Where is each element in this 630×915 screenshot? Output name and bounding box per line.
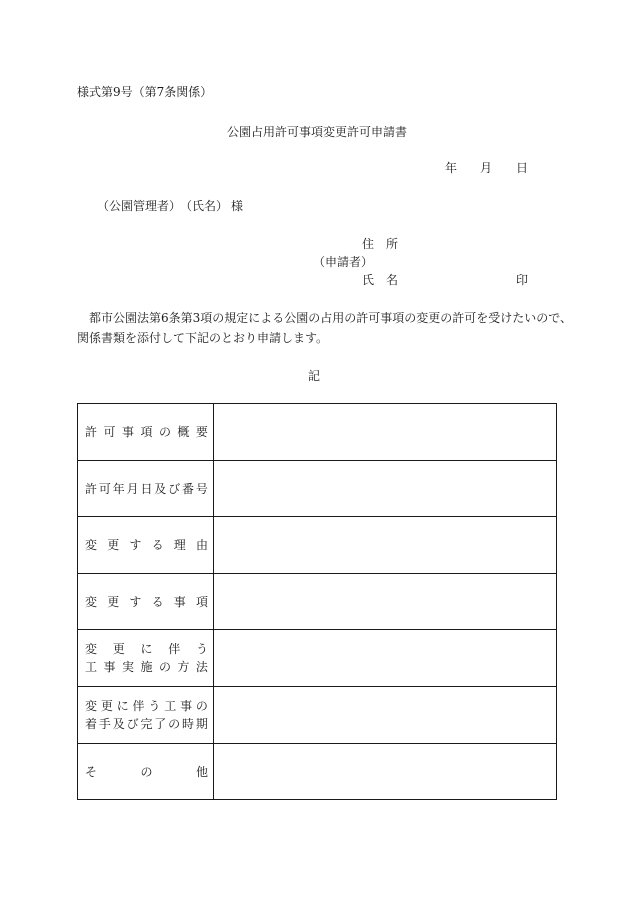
label-char: 工 <box>164 699 177 713</box>
label-char: 日 <box>140 481 153 496</box>
label-line <box>85 715 213 733</box>
label-char: び <box>126 717 139 731</box>
label-char: 由 <box>195 538 208 552</box>
label-char: 概 <box>177 425 190 439</box>
label-char: 伴 <box>168 642 181 656</box>
label-char: 項 <box>140 425 153 439</box>
label-char: 期 <box>195 717 208 731</box>
label-char: 月 <box>126 481 139 496</box>
row-value[interactable] <box>214 687 557 744</box>
label-char: 理 <box>173 538 186 552</box>
body-line-2: 関係書類を添付して下記のとおり申請します。 <box>77 331 329 345</box>
table-row <box>78 687 557 744</box>
label-char: 施 <box>140 660 153 674</box>
label-char: の <box>140 764 153 779</box>
label-char: 更 <box>112 642 125 656</box>
body-line-1: 都市公園法第6条第3項の規定による公園の占用の許可事項の変更の許可を受けたいので、 <box>89 311 573 325</box>
row-value[interactable] <box>214 574 557 630</box>
label-char: 事 <box>180 699 193 713</box>
row-label <box>78 630 214 687</box>
label-char: 伴 <box>132 699 145 713</box>
label-char: 更 <box>107 594 120 609</box>
date-month-label: 月 <box>480 161 493 175</box>
row-value[interactable] <box>214 404 557 461</box>
table-row <box>78 574 557 630</box>
label-char: び <box>168 481 181 496</box>
date-day-label: 日 <box>516 161 529 175</box>
label-char: 手 <box>98 717 111 731</box>
label-char: の <box>158 660 171 674</box>
label-char: 許 <box>85 425 98 439</box>
label-char: 工 <box>85 660 98 674</box>
date-year-label: 年 <box>445 161 458 175</box>
row-label <box>78 517 214 574</box>
label-char: 許 <box>85 481 98 496</box>
row-label <box>78 744 214 800</box>
label-char: 項 <box>195 594 208 609</box>
row-value[interactable] <box>214 517 557 574</box>
label-char: 法 <box>195 660 208 674</box>
label-char: う <box>148 699 161 713</box>
label-char: 時 <box>182 717 195 731</box>
label-char: 変 <box>85 594 98 609</box>
label-char: 了 <box>154 717 167 731</box>
label-line <box>85 658 213 676</box>
applicant-name-label: 氏 名 <box>362 273 399 287</box>
row-label <box>78 574 214 630</box>
label-char: す <box>129 594 142 609</box>
label-char: う <box>195 642 208 656</box>
label-char: る <box>151 594 164 609</box>
label-line <box>85 697 213 715</box>
form-number: 様式第9号（第7条関係） <box>77 85 213 99</box>
label-char: 事 <box>173 594 186 609</box>
label-char: 変 <box>85 642 98 656</box>
label-line <box>85 593 213 611</box>
applicant-role-label: （申請者） <box>313 255 374 269</box>
applicant-address-label: 住 所 <box>362 237 399 251</box>
table-row <box>78 744 557 800</box>
table-row <box>78 630 557 687</box>
label-char: 完 <box>140 717 153 731</box>
label-char: 着 <box>85 717 98 731</box>
label-char: る <box>151 538 164 552</box>
table-row <box>78 517 557 574</box>
row-label <box>78 404 214 461</box>
label-char: 更 <box>107 538 120 552</box>
label-line <box>85 480 213 498</box>
row-value[interactable] <box>214 744 557 800</box>
row-value[interactable] <box>214 630 557 687</box>
label-line <box>85 423 213 441</box>
label-char: そ <box>85 764 98 779</box>
label-char: 更 <box>100 699 113 713</box>
row-label <box>78 461 214 517</box>
label-char: の <box>158 425 171 439</box>
label-line <box>85 640 213 658</box>
addressee-manager: （公園管理者） <box>97 199 182 213</box>
label-char: 要 <box>195 425 208 439</box>
label-char: に <box>140 642 153 656</box>
label-char: 号 <box>195 481 208 496</box>
application-table <box>77 403 557 800</box>
label-char: 変 <box>85 538 98 552</box>
label-char: 及 <box>154 481 167 496</box>
label-char: 番 <box>182 481 195 496</box>
label-char: 方 <box>177 660 190 674</box>
label-char: 事 <box>103 660 116 674</box>
table-row <box>78 461 557 517</box>
label-char: 事 <box>121 425 134 439</box>
label-line <box>85 536 213 554</box>
row-value[interactable] <box>214 461 557 517</box>
ki-heading: 記 <box>308 369 321 383</box>
applicant-seal-mark: 印 <box>516 273 529 287</box>
label-char: の <box>195 699 208 713</box>
label-char: す <box>129 538 142 552</box>
label-char: の <box>168 717 181 731</box>
document-title: 公園占用許可事項変更許可申請書 <box>227 125 408 139</box>
label-char: 可 <box>103 425 116 439</box>
label-char: 可 <box>98 481 111 496</box>
label-char: 年 <box>112 481 125 496</box>
label-char: 他 <box>195 764 208 779</box>
label-char: に <box>116 699 129 713</box>
label-line <box>85 763 213 781</box>
label-char: 及 <box>112 717 125 731</box>
label-char: 実 <box>121 660 134 674</box>
row-label <box>78 687 214 744</box>
label-char: 変 <box>85 699 98 713</box>
addressee-honorific: 様 <box>231 199 244 213</box>
addressee-name: （氏名） <box>180 199 229 213</box>
table-row <box>78 404 557 461</box>
